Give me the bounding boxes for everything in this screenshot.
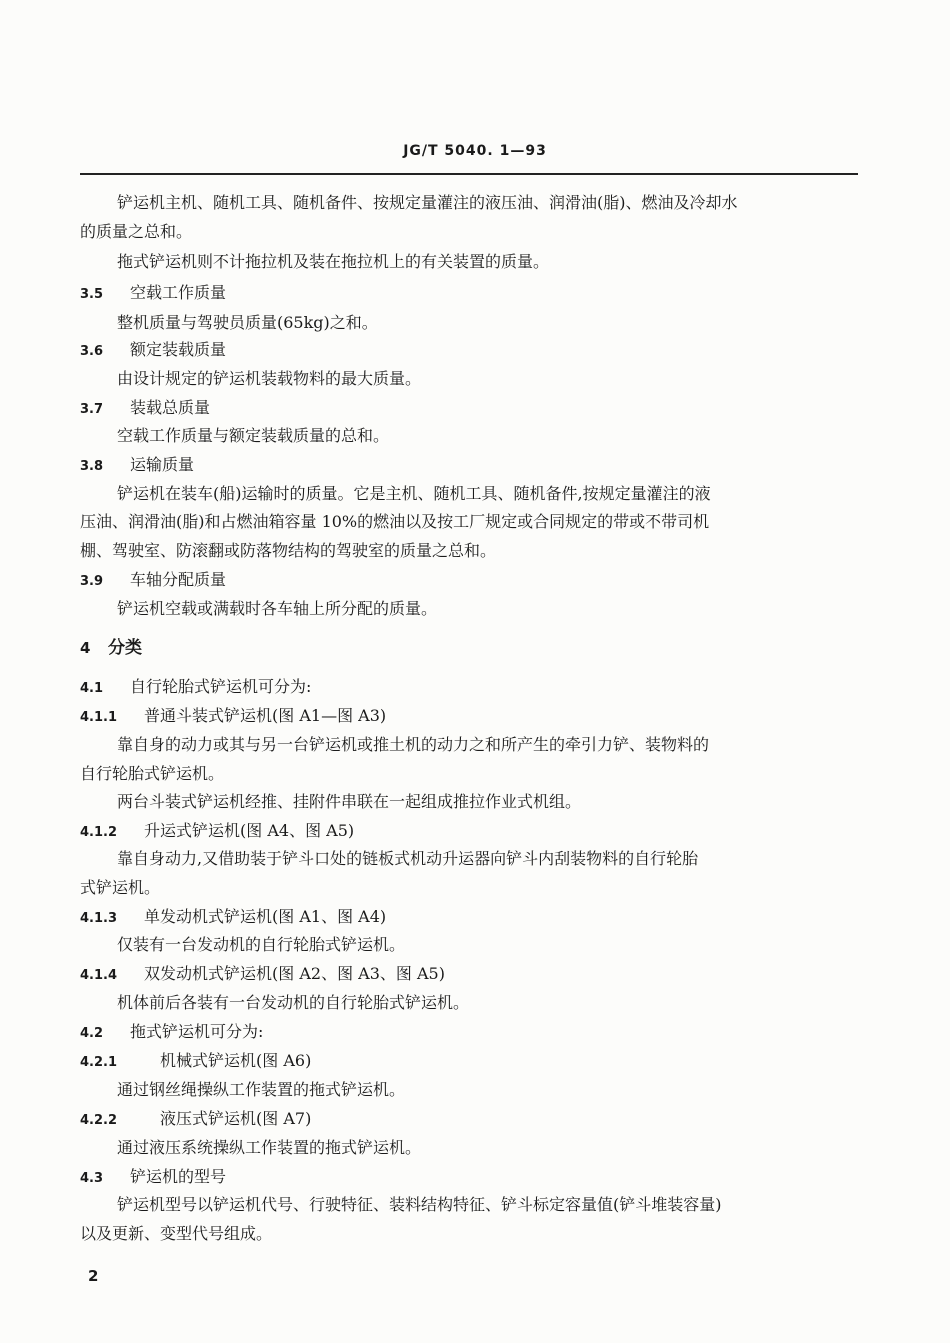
section-heading xyxy=(80,283,226,305)
chapter-heading xyxy=(80,638,142,658)
section-heading xyxy=(80,821,354,843)
section-number: 3.7 xyxy=(80,402,104,417)
document-header: JG/T 5040. 1—93 xyxy=(403,143,547,159)
section-number: 3.5 xyxy=(80,287,104,302)
section-number: 4.1.2 xyxy=(80,825,118,840)
section-number: 4.2.2 xyxy=(80,1113,118,1128)
paragraph-line: 自行轮胎式铲运机。 xyxy=(80,764,225,783)
section-heading xyxy=(80,964,445,986)
section-number: 4.2 xyxy=(80,1026,104,1041)
section-title: 机械式铲运机(图 A6) xyxy=(160,1051,312,1070)
section-title: 空载工作质量 xyxy=(130,283,227,302)
section-heading xyxy=(80,398,210,420)
paragraph-line: 通过钢丝绳操纵工作装置的拖式铲运机。 xyxy=(117,1080,406,1099)
section-title: 额定装载质量 xyxy=(130,340,227,359)
paragraph-line: 铲运机在装车(船)运输时的质量。它是主机、随机工具、随机备件,按规定量灌注的液 xyxy=(117,484,711,503)
page-number: 2 xyxy=(88,1267,99,1285)
section-heading xyxy=(80,677,311,699)
paragraph-line: 机体前后各装有一台发动机的自行轮胎式铲运机。 xyxy=(117,993,470,1012)
paragraph-line: 铲运机型号以铲运机代号、行驶特征、装料结构特征、铲斗标定容量值(铲斗堆装容量) xyxy=(117,1195,722,1214)
paragraph-line: 压油、润滑油(脂)和占燃油箱容量 10%的燃油以及按工厂规定或合同规定的带或不带司机 xyxy=(80,512,710,531)
paragraph-line: 铲运机主机、随机工具、随机备件、按规定量灌注的液压油、润滑油(脂)、燃油及冷却水 xyxy=(117,193,738,212)
section-title: 普通斗装式铲运机(图 A1—图 A3) xyxy=(144,706,387,725)
section-number: 3.9 xyxy=(80,574,104,589)
section-number: 4.2.1 xyxy=(80,1055,118,1070)
paragraph-line: 仅装有一台发动机的自行轮胎式铲运机。 xyxy=(117,935,406,954)
section-heading xyxy=(80,1051,311,1073)
paragraph-line: 靠自身动力,又借助装于铲斗口处的链板式机动升运器向铲斗内刮装物料的自行轮胎 xyxy=(117,849,699,868)
section-title: 车轴分配质量 xyxy=(130,570,227,589)
section-heading xyxy=(80,907,386,929)
section-heading xyxy=(80,1109,311,1131)
chapter-number: 4 xyxy=(80,639,91,657)
section-title: 拖式铲运机可分为: xyxy=(130,1022,264,1041)
paragraph-line: 整机质量与驾驶员质量(65kg)之和。 xyxy=(117,313,378,332)
section-number: 4.1.4 xyxy=(80,968,118,983)
paragraph-line: 靠自身的动力或其与另一台铲运机或推土机的动力之和所产生的牵引力铲、装物料的 xyxy=(117,735,710,754)
section-number: 3.8 xyxy=(80,459,104,474)
section-number: 4.1 xyxy=(80,681,104,696)
paragraph-line: 以及更新、变型代号组成。 xyxy=(80,1224,273,1243)
paragraph-line: 两台斗装式铲运机经推、挂附件串联在一起组成推拉作业式机组。 xyxy=(117,792,582,811)
section-heading xyxy=(80,455,194,477)
paragraph-line: 拖式铲运机则不计拖拉机及装在拖拉机上的有关装置的质量。 xyxy=(117,252,550,271)
section-heading xyxy=(80,1167,226,1189)
paragraph-line: 棚、驾驶室、防滚翻或防落物结构的驾驶室的质量之总和。 xyxy=(80,541,497,560)
paragraph-line: 空载工作质量与额定装载质量的总和。 xyxy=(117,426,390,445)
section-heading xyxy=(80,570,226,592)
section-heading xyxy=(80,340,226,362)
section-number: 4.1.3 xyxy=(80,911,118,926)
section-number: 3.6 xyxy=(80,344,104,359)
section-title: 单发动机式铲运机(图 A1、图 A4) xyxy=(144,907,387,926)
section-title: 双发动机式铲运机(图 A2、图 A3、图 A5) xyxy=(144,964,445,983)
paragraph-line: 通过液压系统操纵工作装置的拖式铲运机。 xyxy=(117,1138,422,1157)
section-heading xyxy=(80,1022,263,1044)
section-title: 运输质量 xyxy=(130,455,195,474)
section-title: 装载总质量 xyxy=(130,398,211,417)
paragraph-line: 铲运机空载或满载时各车轴上所分配的质量。 xyxy=(117,599,438,618)
section-number: 4.1.1 xyxy=(80,710,118,725)
section-title: 自行轮胎式铲运机可分为: xyxy=(130,677,312,696)
header-rule xyxy=(80,173,858,175)
section-title: 液压式铲运机(图 A7) xyxy=(160,1109,312,1128)
section-title: 升运式铲运机(图 A4、图 A5) xyxy=(144,821,355,840)
section-title: 铲运机的型号 xyxy=(130,1167,227,1186)
chapter-title: 分类 xyxy=(108,638,142,658)
section-heading xyxy=(80,706,386,728)
paragraph-line: 的质量之总和。 xyxy=(80,222,193,241)
paragraph-line: 由设计规定的铲运机装载物料的最大质量。 xyxy=(117,369,422,388)
paragraph-line: 式铲运机。 xyxy=(80,878,161,897)
section-number: 4.3 xyxy=(80,1171,104,1186)
